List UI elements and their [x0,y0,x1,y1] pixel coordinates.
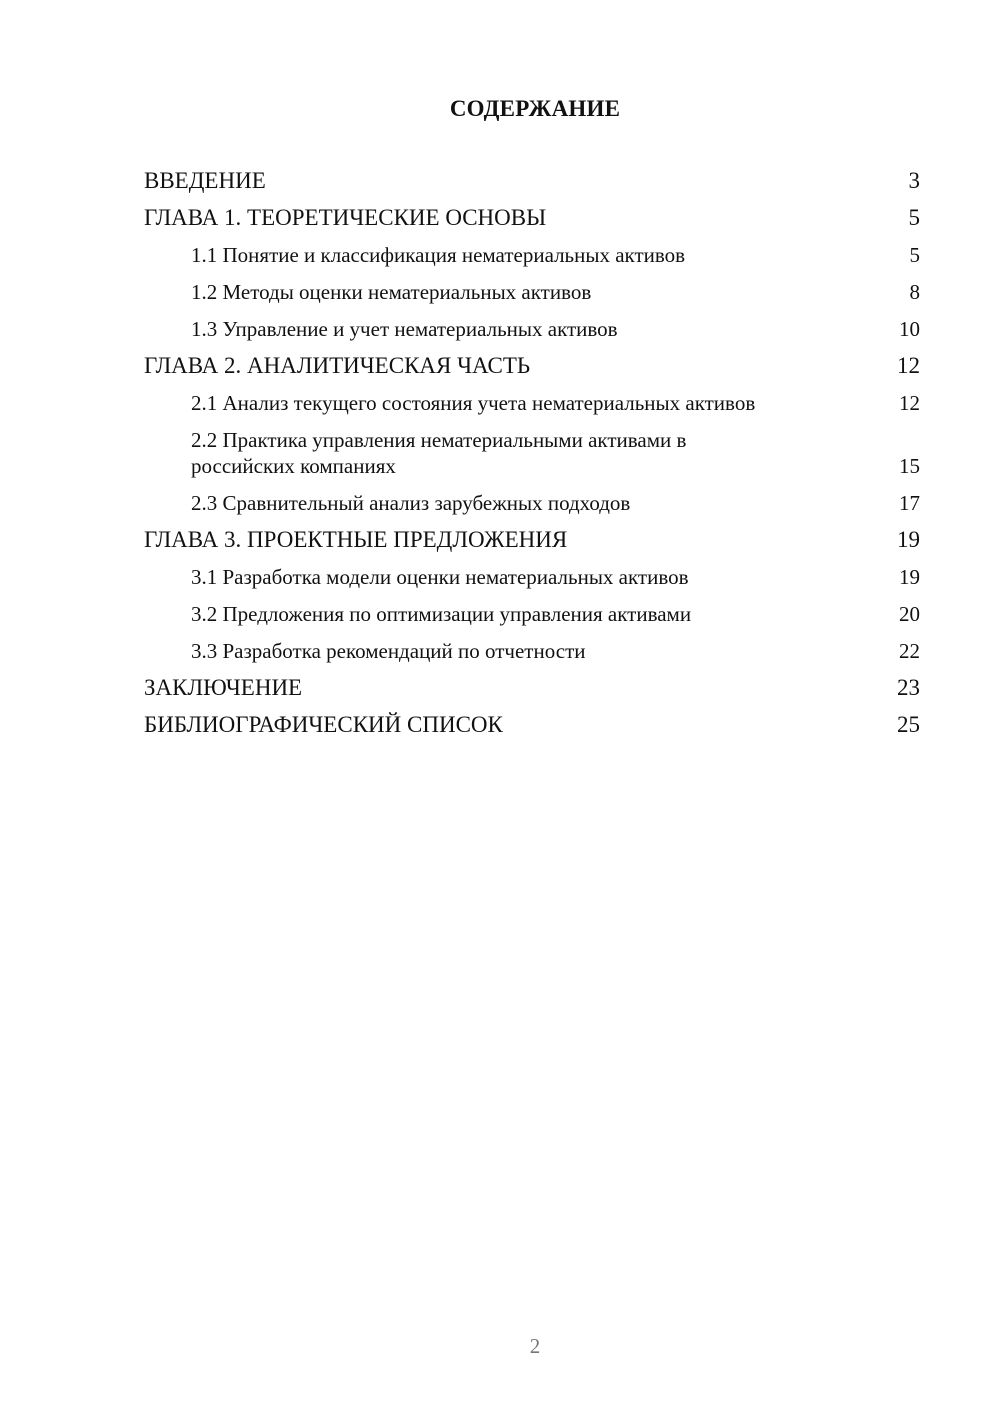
toc-entry-section-1-1 [144,242,920,268]
toc-entry-bibliography [144,712,920,738]
toc-entry-label: ЗАКЛЮЧЕНИЕ [144,675,303,700]
toc-entry-label: 1.1 Понятие и классификация нематериальных активов [191,243,686,267]
table-of-contents [144,168,920,749]
toc-entry-page: 20 [899,602,920,626]
toc-entry-label: ГЛАВА 1. ТЕОРЕТИЧЕСКИЕ ОСНОВЫ [144,205,547,230]
toc-entry-label: ГЛАВА 3. ПРОЕКТНЫЕ ПРЕДЛОЖЕНИЯ [144,527,568,552]
toc-entry-section-2-1 [144,390,920,416]
page-number: 2 [529,1334,541,1358]
page-title: СОДЕРЖАНИЕ [449,96,621,121]
toc-entry-page: 19 [897,527,920,552]
toc-entry-section-2-2 [144,427,920,479]
toc-entry-section-3-3 [144,638,920,664]
toc-entry-label: 2.3 Сравнительный анализ зарубежных подходов [191,491,631,515]
toc-entry-page: 15 [899,454,920,478]
toc-entry-label: ВВЕДЕНИЕ [144,168,266,193]
toc-entry-page: 25 [897,712,920,737]
toc-entry-section-3-2 [144,601,920,627]
toc-entry-page: 5 [909,243,920,267]
toc-entry-page: 22 [899,639,920,663]
toc-entry-label: 3.1 Разработка модели оценки нематериальных активов [191,565,689,589]
toc-entry-label: 1.2 Методы оценки нематериальных активов [191,280,592,304]
toc-entry-label: БИБЛИОГРАФИЧЕСКИЙ СПИСОК [144,712,503,737]
toc-entry-page: 8 [909,280,920,304]
toc-entry-section-2-3 [144,490,920,516]
toc-entry-page: 19 [899,565,920,589]
toc-entry-page: 12 [897,353,920,378]
toc-entry-label: 3.2 Предложения по оптимизации управления активами [191,602,692,626]
toc-entry-page: 10 [899,317,920,341]
toc-entry-label: ГЛАВА 2. АНАЛИТИЧЕСКАЯ ЧАСТЬ [144,353,531,378]
toc-entry-label: 1.3 Управление и учет нематериальных активов [191,317,618,341]
toc-entry-page: 12 [899,391,920,415]
toc-entry-section-3-1 [144,564,920,590]
toc-entry-page: 5 [908,205,920,230]
toc-entry-chapter-3 [144,527,920,553]
toc-entry-label: 2.2 Практика управления нематериальными активами в российских компаниях [191,428,687,478]
toc-entry-page: 3 [908,168,920,193]
toc-entry-chapter-2 [144,353,920,379]
toc-entry-label: 2.1 Анализ текущего состояния учета нематериальных активов [191,391,756,415]
toc-entry-section-1-3 [144,316,920,342]
toc-entry-introduction [144,168,920,194]
toc-entry-conclusion [144,675,920,701]
toc-entry-page: 17 [899,491,920,515]
toc-entry-label: 3.3 Разработка рекомендаций по отчетности [191,639,586,663]
toc-entry-section-1-2 [144,279,920,305]
toc-entry-page: 23 [897,675,920,700]
toc-entry-chapter-1 [144,205,920,231]
